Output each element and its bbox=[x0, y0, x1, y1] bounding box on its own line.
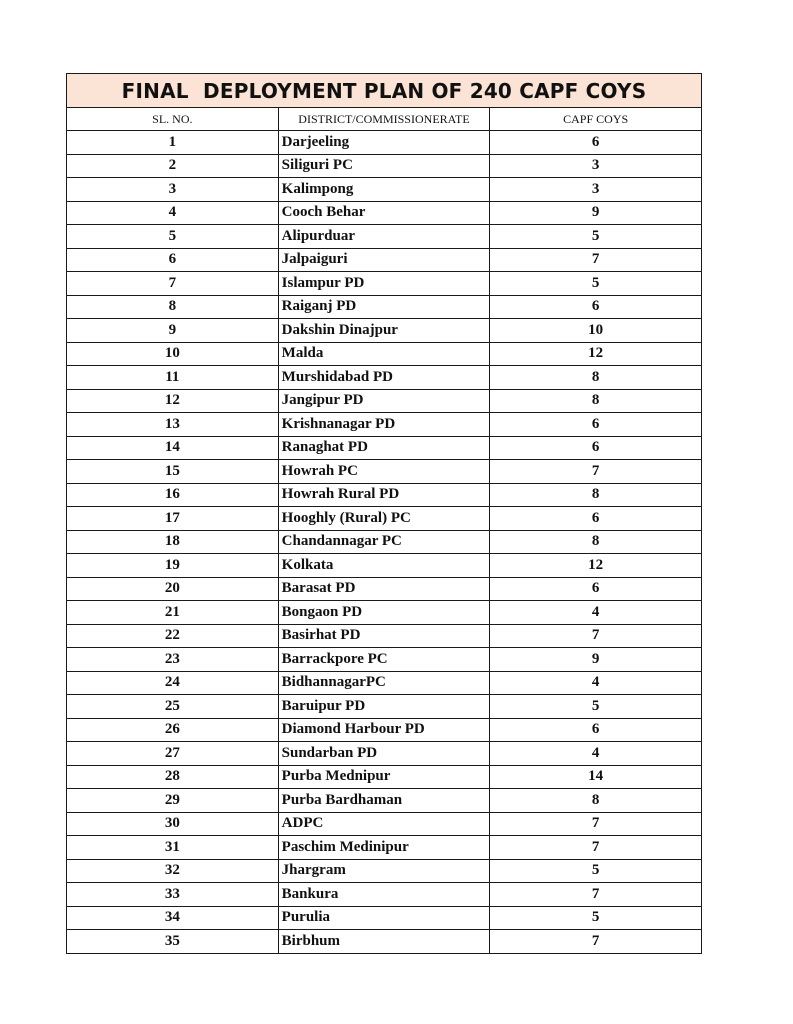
row-district: Barasat PD bbox=[278, 577, 490, 601]
table-row bbox=[67, 389, 702, 413]
table-row bbox=[67, 648, 702, 672]
row-capf-coys: 4 bbox=[490, 601, 702, 625]
row-sl-no: 13 bbox=[67, 413, 279, 437]
table-row bbox=[67, 742, 702, 766]
row-district: Barrackpore PC bbox=[278, 648, 490, 672]
row-district: Murshidabad PD bbox=[278, 366, 490, 390]
row-district: Malda bbox=[278, 342, 490, 366]
row-capf-coys: 5 bbox=[490, 906, 702, 930]
row-sl-no: 21 bbox=[67, 601, 279, 625]
row-sl-no: 27 bbox=[67, 742, 279, 766]
row-district: Kalimpong bbox=[278, 178, 490, 202]
table-row bbox=[67, 624, 702, 648]
row-district: Jangipur PD bbox=[278, 389, 490, 413]
row-district: Purba Mednipur bbox=[278, 765, 490, 789]
row-capf-coys: 9 bbox=[490, 201, 702, 225]
table-row bbox=[67, 718, 702, 742]
table-row bbox=[67, 859, 702, 883]
row-sl-no: 18 bbox=[67, 530, 279, 554]
row-district: Siliguri PC bbox=[278, 154, 490, 178]
table-body bbox=[67, 131, 702, 954]
row-sl-no: 19 bbox=[67, 554, 279, 578]
table-row bbox=[67, 201, 702, 225]
row-capf-coys: 7 bbox=[490, 624, 702, 648]
table-row bbox=[67, 436, 702, 460]
table-row bbox=[67, 530, 702, 554]
row-sl-no: 11 bbox=[67, 366, 279, 390]
row-sl-no: 24 bbox=[67, 671, 279, 695]
table-row bbox=[67, 319, 702, 343]
row-capf-coys: 5 bbox=[490, 859, 702, 883]
row-sl-no: 29 bbox=[67, 789, 279, 813]
row-capf-coys: 6 bbox=[490, 718, 702, 742]
table-row bbox=[67, 507, 702, 531]
row-district: Chandannagar PC bbox=[278, 530, 490, 554]
row-district: Basirhat PD bbox=[278, 624, 490, 648]
row-capf-coys: 7 bbox=[490, 836, 702, 860]
row-district: Dakshin Dinajpur bbox=[278, 319, 490, 343]
row-district: Cooch Behar bbox=[278, 201, 490, 225]
table-row bbox=[67, 836, 702, 860]
row-capf-coys: 4 bbox=[490, 742, 702, 766]
table-row bbox=[67, 225, 702, 249]
row-capf-coys: 6 bbox=[490, 577, 702, 601]
row-capf-coys: 4 bbox=[490, 671, 702, 695]
row-sl-no: 25 bbox=[67, 695, 279, 719]
row-capf-coys: 6 bbox=[490, 295, 702, 319]
row-capf-coys: 8 bbox=[490, 483, 702, 507]
row-district: Darjeeling bbox=[278, 131, 490, 155]
row-sl-no: 12 bbox=[67, 389, 279, 413]
deployment-table bbox=[66, 73, 702, 954]
row-sl-no: 3 bbox=[67, 178, 279, 202]
table-row bbox=[67, 812, 702, 836]
row-sl-no: 9 bbox=[67, 319, 279, 343]
row-district: BidhannagarPC bbox=[278, 671, 490, 695]
row-sl-no: 10 bbox=[67, 342, 279, 366]
row-sl-no: 34 bbox=[67, 906, 279, 930]
row-capf-coys: 12 bbox=[490, 342, 702, 366]
row-district: Diamond Harbour PD bbox=[278, 718, 490, 742]
row-district: Alipurduar bbox=[278, 225, 490, 249]
row-sl-no: 17 bbox=[67, 507, 279, 531]
table-row bbox=[67, 601, 702, 625]
row-capf-coys: 8 bbox=[490, 366, 702, 390]
row-sl-no: 16 bbox=[67, 483, 279, 507]
deployment-table-container bbox=[66, 73, 702, 954]
row-capf-coys: 3 bbox=[490, 154, 702, 178]
row-district: Paschim Medinipur bbox=[278, 836, 490, 860]
table-row bbox=[67, 154, 702, 178]
row-district: Krishnanagar PD bbox=[278, 413, 490, 437]
row-district: Sundarban PD bbox=[278, 742, 490, 766]
row-capf-coys: 7 bbox=[490, 460, 702, 484]
row-district: Jhargram bbox=[278, 859, 490, 883]
table-row bbox=[67, 883, 702, 907]
row-district: Kolkata bbox=[278, 554, 490, 578]
header-capf-coys: CAPF COYS bbox=[490, 108, 702, 131]
row-district: Bongaon PD bbox=[278, 601, 490, 625]
table-row bbox=[67, 789, 702, 813]
row-district: Howrah PC bbox=[278, 460, 490, 484]
row-capf-coys: 5 bbox=[490, 695, 702, 719]
row-sl-no: 31 bbox=[67, 836, 279, 860]
row-capf-coys: 6 bbox=[490, 413, 702, 437]
table-row bbox=[67, 178, 702, 202]
table-row bbox=[67, 342, 702, 366]
table-row bbox=[67, 272, 702, 296]
row-sl-no: 14 bbox=[67, 436, 279, 460]
row-capf-coys: 8 bbox=[490, 789, 702, 813]
row-district: Islampur PD bbox=[278, 272, 490, 296]
header-row bbox=[67, 108, 702, 131]
table-row bbox=[67, 695, 702, 719]
table-row bbox=[67, 765, 702, 789]
table-row bbox=[67, 413, 702, 437]
row-district: Ranaghat PD bbox=[278, 436, 490, 460]
row-capf-coys: 6 bbox=[490, 131, 702, 155]
title-row bbox=[67, 74, 702, 108]
row-sl-no: 30 bbox=[67, 812, 279, 836]
table-row bbox=[67, 554, 702, 578]
row-district: Birbhum bbox=[278, 930, 490, 954]
row-sl-no: 15 bbox=[67, 460, 279, 484]
row-sl-no: 2 bbox=[67, 154, 279, 178]
row-sl-no: 23 bbox=[67, 648, 279, 672]
table-row bbox=[67, 366, 702, 390]
row-capf-coys: 6 bbox=[490, 436, 702, 460]
row-capf-coys: 7 bbox=[490, 930, 702, 954]
row-capf-coys: 12 bbox=[490, 554, 702, 578]
row-capf-coys: 9 bbox=[490, 648, 702, 672]
row-sl-no: 22 bbox=[67, 624, 279, 648]
row-sl-no: 28 bbox=[67, 765, 279, 789]
row-district: Howrah Rural PD bbox=[278, 483, 490, 507]
row-capf-coys: 5 bbox=[490, 272, 702, 296]
row-capf-coys: 6 bbox=[490, 507, 702, 531]
row-district: Raiganj PD bbox=[278, 295, 490, 319]
row-capf-coys: 5 bbox=[490, 225, 702, 249]
row-district: Hooghly (Rural) PC bbox=[278, 507, 490, 531]
table-row bbox=[67, 248, 702, 272]
row-district: Purulia bbox=[278, 906, 490, 930]
header-sl-no: SL. NO. bbox=[67, 108, 279, 131]
row-capf-coys: 14 bbox=[490, 765, 702, 789]
table-row bbox=[67, 460, 702, 484]
table-row bbox=[67, 930, 702, 954]
table-row bbox=[67, 483, 702, 507]
row-district: Jalpaiguri bbox=[278, 248, 490, 272]
row-sl-no: 26 bbox=[67, 718, 279, 742]
row-capf-coys: 8 bbox=[490, 530, 702, 554]
table-row bbox=[67, 906, 702, 930]
row-sl-no: 20 bbox=[67, 577, 279, 601]
row-capf-coys: 7 bbox=[490, 812, 702, 836]
table-row bbox=[67, 671, 702, 695]
table-row bbox=[67, 295, 702, 319]
row-capf-coys: 8 bbox=[490, 389, 702, 413]
row-capf-coys: 3 bbox=[490, 178, 702, 202]
table-row bbox=[67, 131, 702, 155]
row-sl-no: 32 bbox=[67, 859, 279, 883]
row-district: Baruipur PD bbox=[278, 695, 490, 719]
row-sl-no: 35 bbox=[67, 930, 279, 954]
row-district: Bankura bbox=[278, 883, 490, 907]
table-row bbox=[67, 577, 702, 601]
row-capf-coys: 7 bbox=[490, 883, 702, 907]
row-capf-coys: 7 bbox=[490, 248, 702, 272]
header-district: DISTRICT/COMMISSIONERATE bbox=[278, 108, 490, 131]
row-sl-no: 8 bbox=[67, 295, 279, 319]
row-district: ADPC bbox=[278, 812, 490, 836]
row-sl-no: 7 bbox=[67, 272, 279, 296]
row-capf-coys: 10 bbox=[490, 319, 702, 343]
row-sl-no: 1 bbox=[67, 131, 279, 155]
row-sl-no: 33 bbox=[67, 883, 279, 907]
row-sl-no: 4 bbox=[67, 201, 279, 225]
table-title: FINAL DEPLOYMENT PLAN OF 240 CAPF COYS bbox=[67, 74, 702, 108]
row-sl-no: 5 bbox=[67, 225, 279, 249]
row-sl-no: 6 bbox=[67, 248, 279, 272]
row-district: Purba Bardhaman bbox=[278, 789, 490, 813]
